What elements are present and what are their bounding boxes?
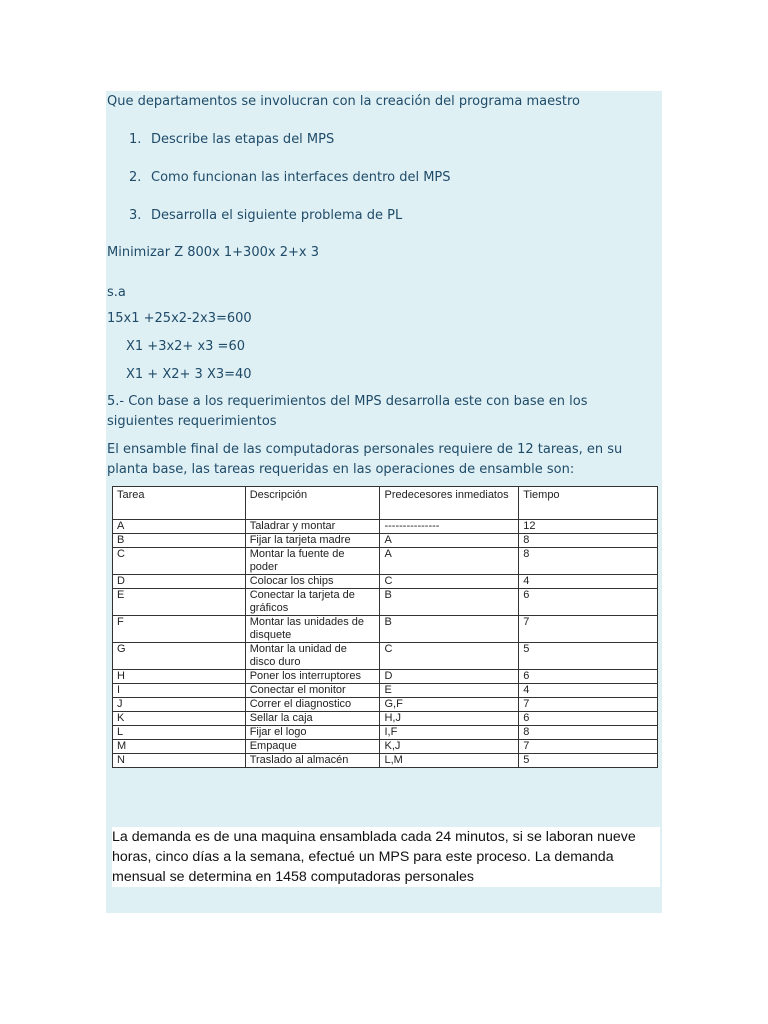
intro-text: El ensamble final de las computadoras personales requiere de 12 tareas, en su planta base, las tareas requeridas en las operaciones de ensamble son: — [107, 442, 623, 477]
cell-tiempo: 4 — [519, 575, 658, 589]
cell-tiempo: 8 — [519, 548, 658, 575]
cell-descripcion: Fijar la tarjeta madre — [245, 534, 380, 548]
cell-descripcion: Montar la unidad de disco duro — [245, 643, 380, 670]
cell-predecesores: --------------- — [380, 520, 519, 534]
cell-descripcion: Colocar los chips — [245, 575, 380, 589]
cell-descripcion: Montar las unidades de disquete — [245, 616, 380, 643]
cell-predecesores: A — [380, 534, 519, 548]
cell-tiempo: 8 — [519, 534, 658, 548]
list-text: Describe las etapas del MPS — [151, 132, 335, 147]
cell-tarea: G — [113, 643, 246, 670]
cell-predecesores: K,J — [380, 740, 519, 754]
cell-tarea: B — [113, 534, 246, 548]
list-text: Desarrolla el siguiente problema de PL — [151, 208, 403, 223]
list-text: Como funcionan las interfaces dentro del MPS — [151, 170, 451, 185]
cell-tiempo: 5 — [519, 754, 658, 768]
table-row — [113, 616, 658, 643]
header-predecesores: Predecesores inmediatos — [380, 487, 519, 520]
table-row — [113, 712, 658, 726]
constraint-2: X1 +3x2+ x3 =60 — [126, 339, 245, 354]
cell-tarea: E — [113, 589, 246, 616]
cell-predecesores: D — [380, 670, 519, 684]
cell-descripcion: Taladrar y montar — [245, 520, 380, 534]
cell-tiempo: 6 — [519, 670, 658, 684]
header-tiempo: Tiempo — [519, 487, 658, 520]
cell-descripcion: Montar la fuente de poder — [245, 548, 380, 575]
cell-tiempo: 5 — [519, 643, 658, 670]
cell-tiempo: 6 — [519, 589, 658, 616]
subject-to-label: s.a — [107, 285, 126, 300]
cell-tarea: D — [113, 575, 246, 589]
table-body — [113, 520, 658, 768]
list-number: 3. — [129, 208, 142, 223]
cell-tarea: M — [113, 740, 246, 754]
table-row — [113, 575, 658, 589]
question-text: Que departamentos se involucran con la creación del programa maestro — [107, 94, 580, 109]
table-row — [113, 698, 658, 712]
cell-descripcion: Poner los interruptores — [245, 670, 380, 684]
cell-descripcion: Conectar el monitor — [245, 684, 380, 698]
header-descripcion: Descripción — [245, 487, 380, 520]
cell-tarea: J — [113, 698, 246, 712]
cell-tarea: L — [113, 726, 246, 740]
table-row — [113, 589, 658, 616]
cell-descripcion: Traslado al almacén — [245, 754, 380, 768]
cell-predecesores: C — [380, 575, 519, 589]
cell-tiempo: 8 — [519, 726, 658, 740]
table-header-row — [113, 487, 658, 520]
cell-descripcion: Empaque — [245, 740, 380, 754]
table-row — [113, 643, 658, 670]
cell-tarea: H — [113, 670, 246, 684]
cell-predecesores: C — [380, 643, 519, 670]
cell-predecesores: E — [380, 684, 519, 698]
list-number: 1. — [129, 132, 142, 147]
cell-predecesores: G,F — [380, 698, 519, 712]
cell-tiempo: 7 — [519, 616, 658, 643]
cell-predecesores: H,J — [380, 712, 519, 726]
cell-tarea: A — [113, 520, 246, 534]
cell-descripcion: Sellar la caja — [245, 712, 380, 726]
cell-predecesores: B — [380, 589, 519, 616]
cell-tiempo: 6 — [519, 712, 658, 726]
cell-tiempo: 4 — [519, 684, 658, 698]
table-row — [113, 684, 658, 698]
constraint-1: 15x1 +25x2-2x3=600 — [107, 311, 252, 326]
cell-descripcion: Fijar el logo — [245, 726, 380, 740]
footer-text: La demanda es de una maquina ensamblada cada 24 minutos, si se laboran nueve horas, cinco días a la semana, efectué un MPS para este proceso. La demanda mensual se determina en 1458 computadoras personales — [112, 827, 660, 887]
cell-tiempo: 12 — [519, 520, 658, 534]
cell-predecesores: A — [380, 548, 519, 575]
cell-predecesores: B — [380, 616, 519, 643]
table-row — [113, 726, 658, 740]
table-row — [113, 754, 658, 768]
constraint-3: X1 + X2+ 3 X3=40 — [126, 367, 252, 382]
cell-tiempo: 7 — [519, 698, 658, 712]
table-row — [113, 548, 658, 575]
cell-tarea: I — [113, 684, 246, 698]
objective-function: Minimizar Z 800x 1+300x 2+x 3 — [107, 245, 319, 260]
table-row — [113, 534, 658, 548]
cell-predecesores: I,F — [380, 726, 519, 740]
point-5-text: 5.- Con base a los requerimientos del MPS desarrolla este con base en los siguientes requerimientos — [107, 394, 588, 429]
table-row — [113, 740, 658, 754]
cell-descripcion: Correr el diagnostico — [245, 698, 380, 712]
cell-tiempo: 7 — [519, 740, 658, 754]
cell-predecesores: L,M — [380, 754, 519, 768]
cell-tarea: N — [113, 754, 246, 768]
cell-tarea: K — [113, 712, 246, 726]
table-row — [113, 520, 658, 534]
list-number: 2. — [129, 170, 142, 185]
cell-tarea: F — [113, 616, 246, 643]
cell-tarea: C — [113, 548, 246, 575]
cell-descripcion: Conectar la tarjeta de gráficos — [245, 589, 380, 616]
header-tarea: Tarea — [113, 487, 246, 520]
table-row — [113, 670, 658, 684]
tasks-table — [112, 486, 658, 768]
